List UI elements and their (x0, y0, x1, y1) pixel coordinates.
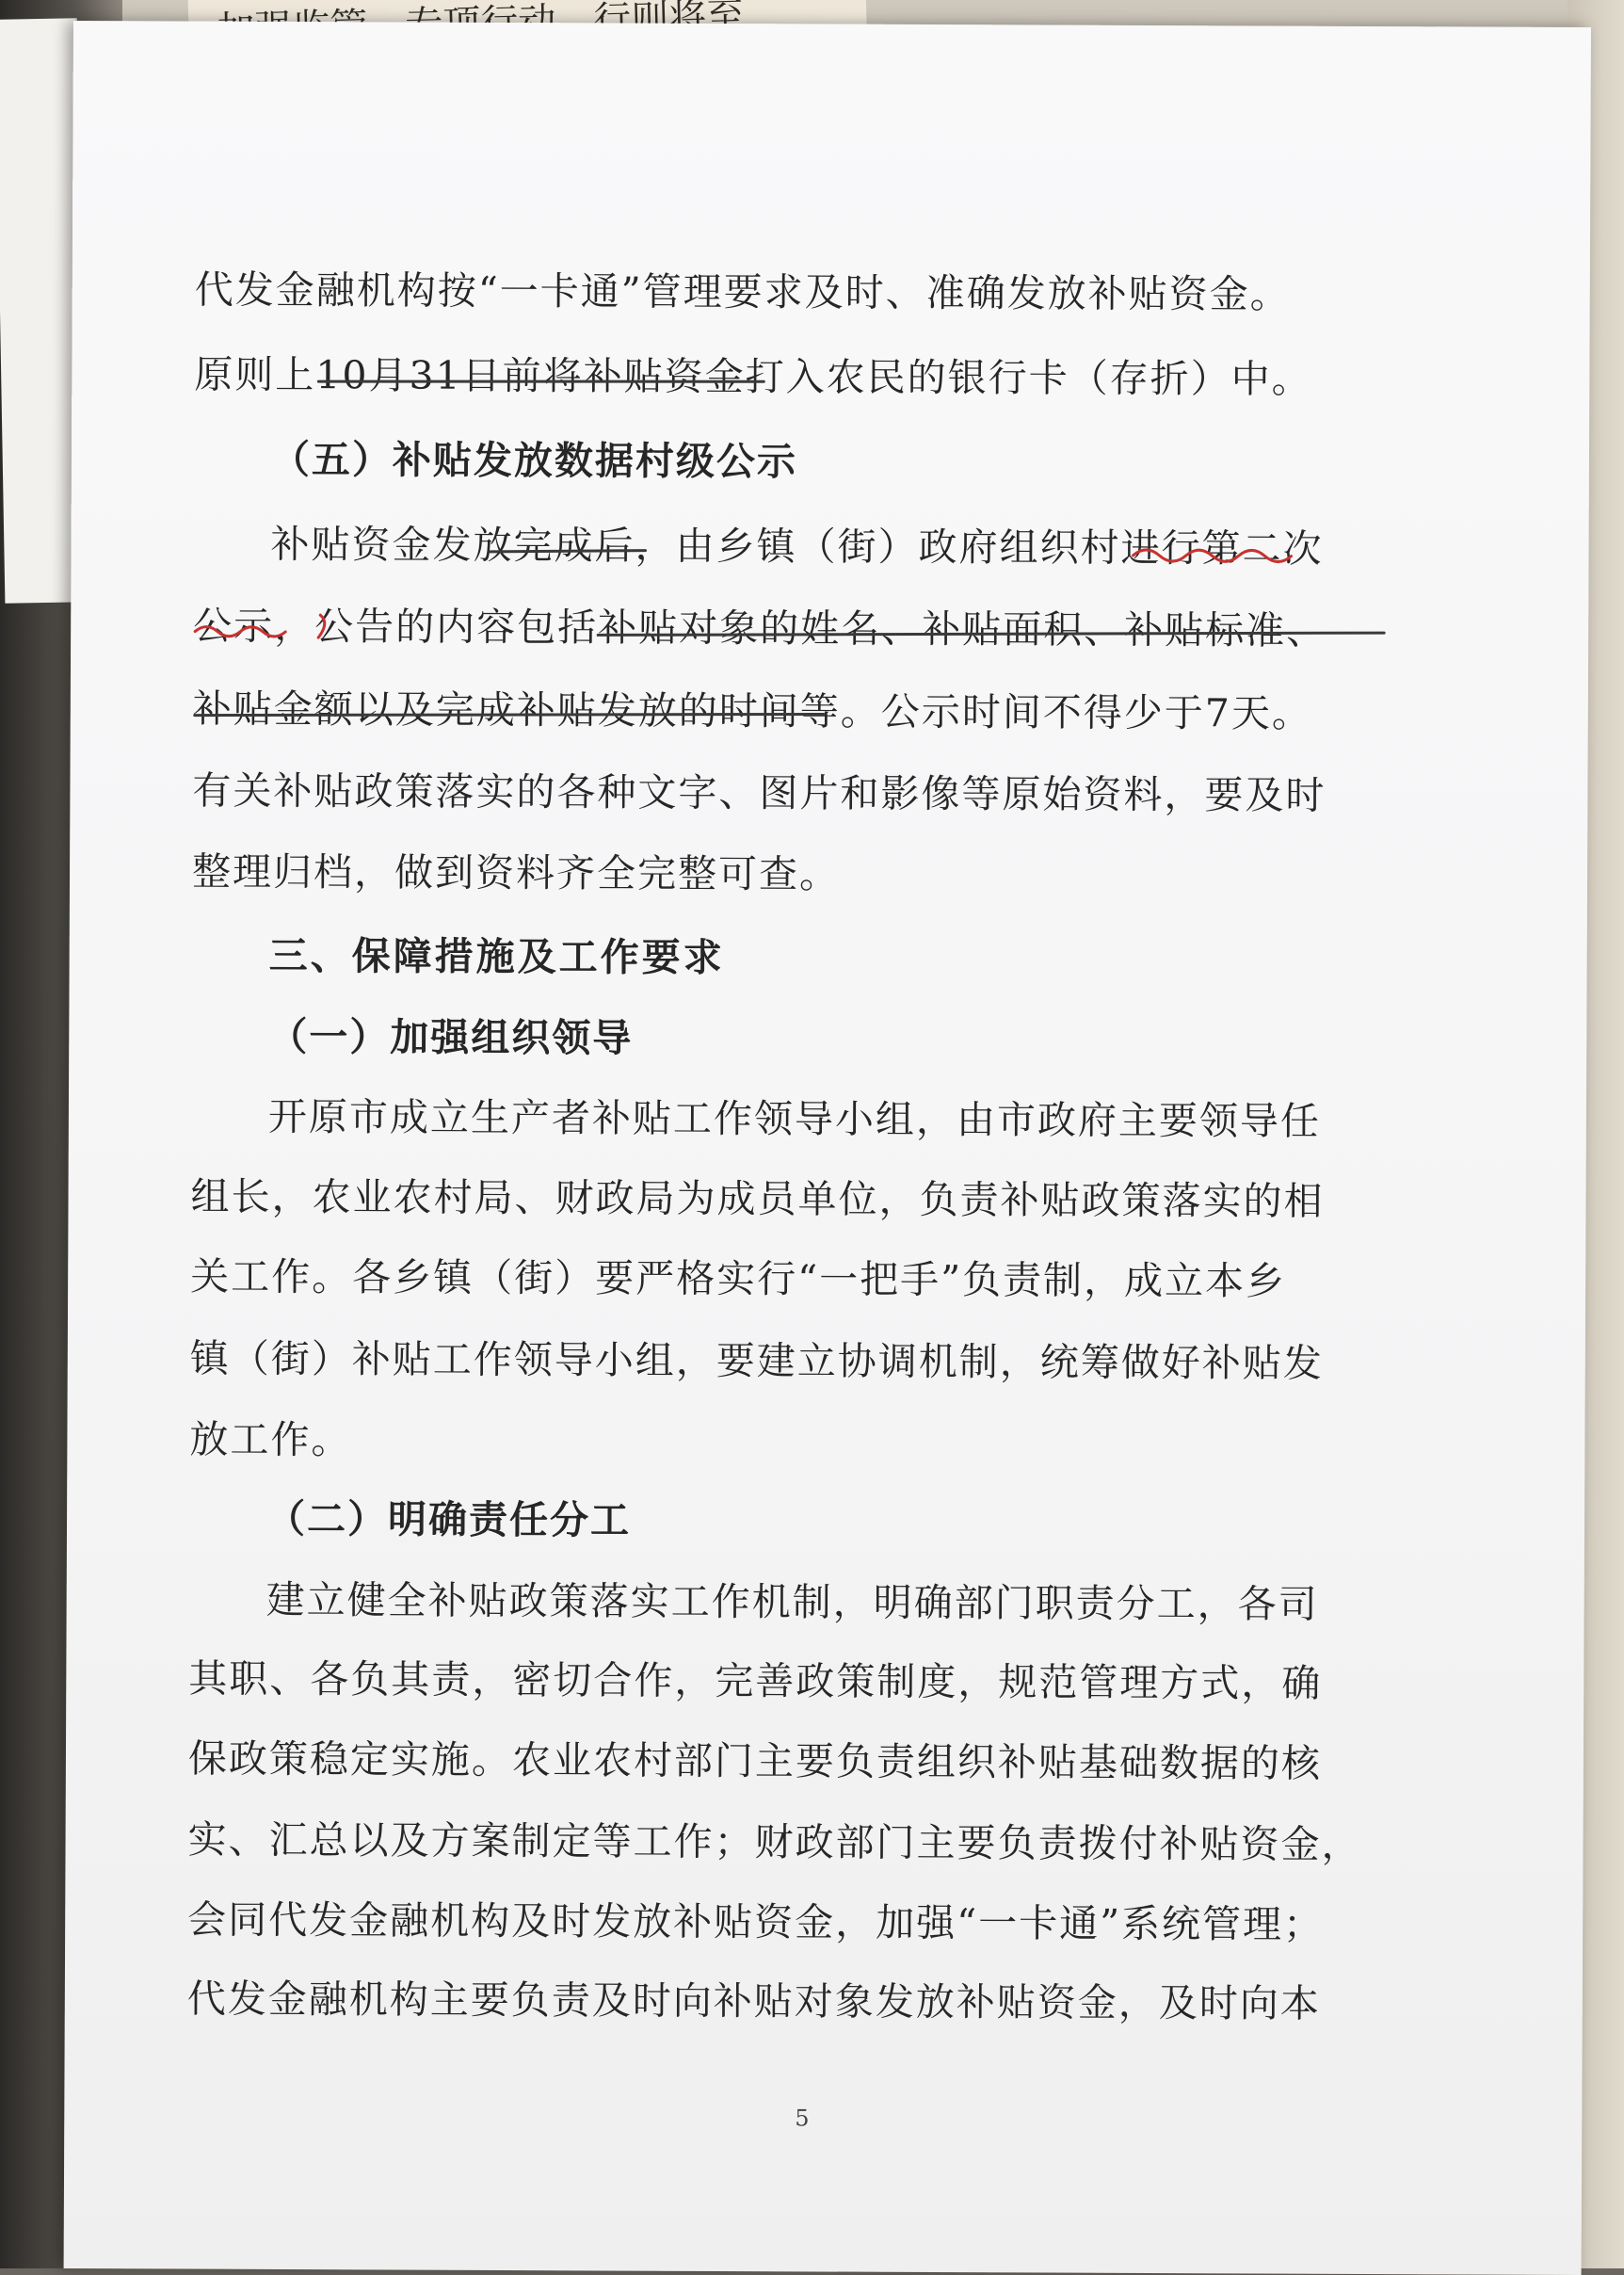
subheading-1: （一）加强组织领导 (268, 1013, 634, 1061)
text-line: 实、汇总以及方案制定等工作；财政部门主要负责拨付补贴资金， (187, 1816, 1362, 1867)
subheading-2: （二）明确责任分工 (265, 1495, 632, 1543)
document-page (64, 21, 1591, 2275)
text-line: 其职、各负其责，密切合作，完善政策制度，规范管理方式，确 (188, 1655, 1323, 1706)
text-line: 开原市成立生产者补贴工作领导小组，由市政府主要领导任 (267, 1093, 1322, 1144)
text-line: 整理归档，做到资料齐全完整可查。 (191, 848, 841, 897)
text-line: 镇（街）补贴工作领导小组，要建立协调机制，统筹做好补贴发 (189, 1335, 1324, 1386)
text-line: 补贴资金发放完成后，由乡镇（街）政府组织村进行第二次 (270, 521, 1324, 572)
text-line: 补贴金额以及完成补贴发放的时间等。公示时间不得少于7天。 (192, 686, 1313, 736)
text-line: 建立健全补贴政策落实工作机制，明确部门职责分工，各司 (265, 1576, 1319, 1627)
subheading-5: （五）补贴发放数据村级公示 (270, 436, 798, 485)
text-line: 关工作。各乡镇（街）要严格实行“一把手”负责制，成立本乡 (190, 1253, 1287, 1304)
text-line: 放工作。 (189, 1416, 352, 1463)
text-line: 公示，公告的内容包括补贴对象的姓名、补贴面积、补贴标准、 (193, 603, 1327, 653)
text-line: 会同代发金融机构及时发放补贴资金，加强“一卡通”系统管理； (187, 1896, 1325, 1947)
text-line: 保政策稳定实施。农业农村部门主要负责组织补贴基础数据的核 (187, 1735, 1323, 1786)
text-line: 有关补贴政策落实的各种文字、图片和影像等原始资料，要及时 (192, 767, 1327, 818)
page-number: 5 (795, 2105, 810, 2132)
section-heading: 三、保障措施及工作要求 (268, 932, 725, 981)
text-line: 原则上10月31日前将补贴资金打入农民的银行卡（存折）中。 (194, 351, 1312, 402)
text-line: 组长，农业农村局、财政局为成员单位，负责补贴政策落实的相 (190, 1173, 1325, 1224)
text-line: 代发金融机构主要负责及时向补贴对象发放补贴资金，及时向本 (186, 1976, 1321, 2026)
text-line: 代发金融机构按“一卡通”管理要求及时、准确发放补贴资金。 (194, 266, 1291, 317)
